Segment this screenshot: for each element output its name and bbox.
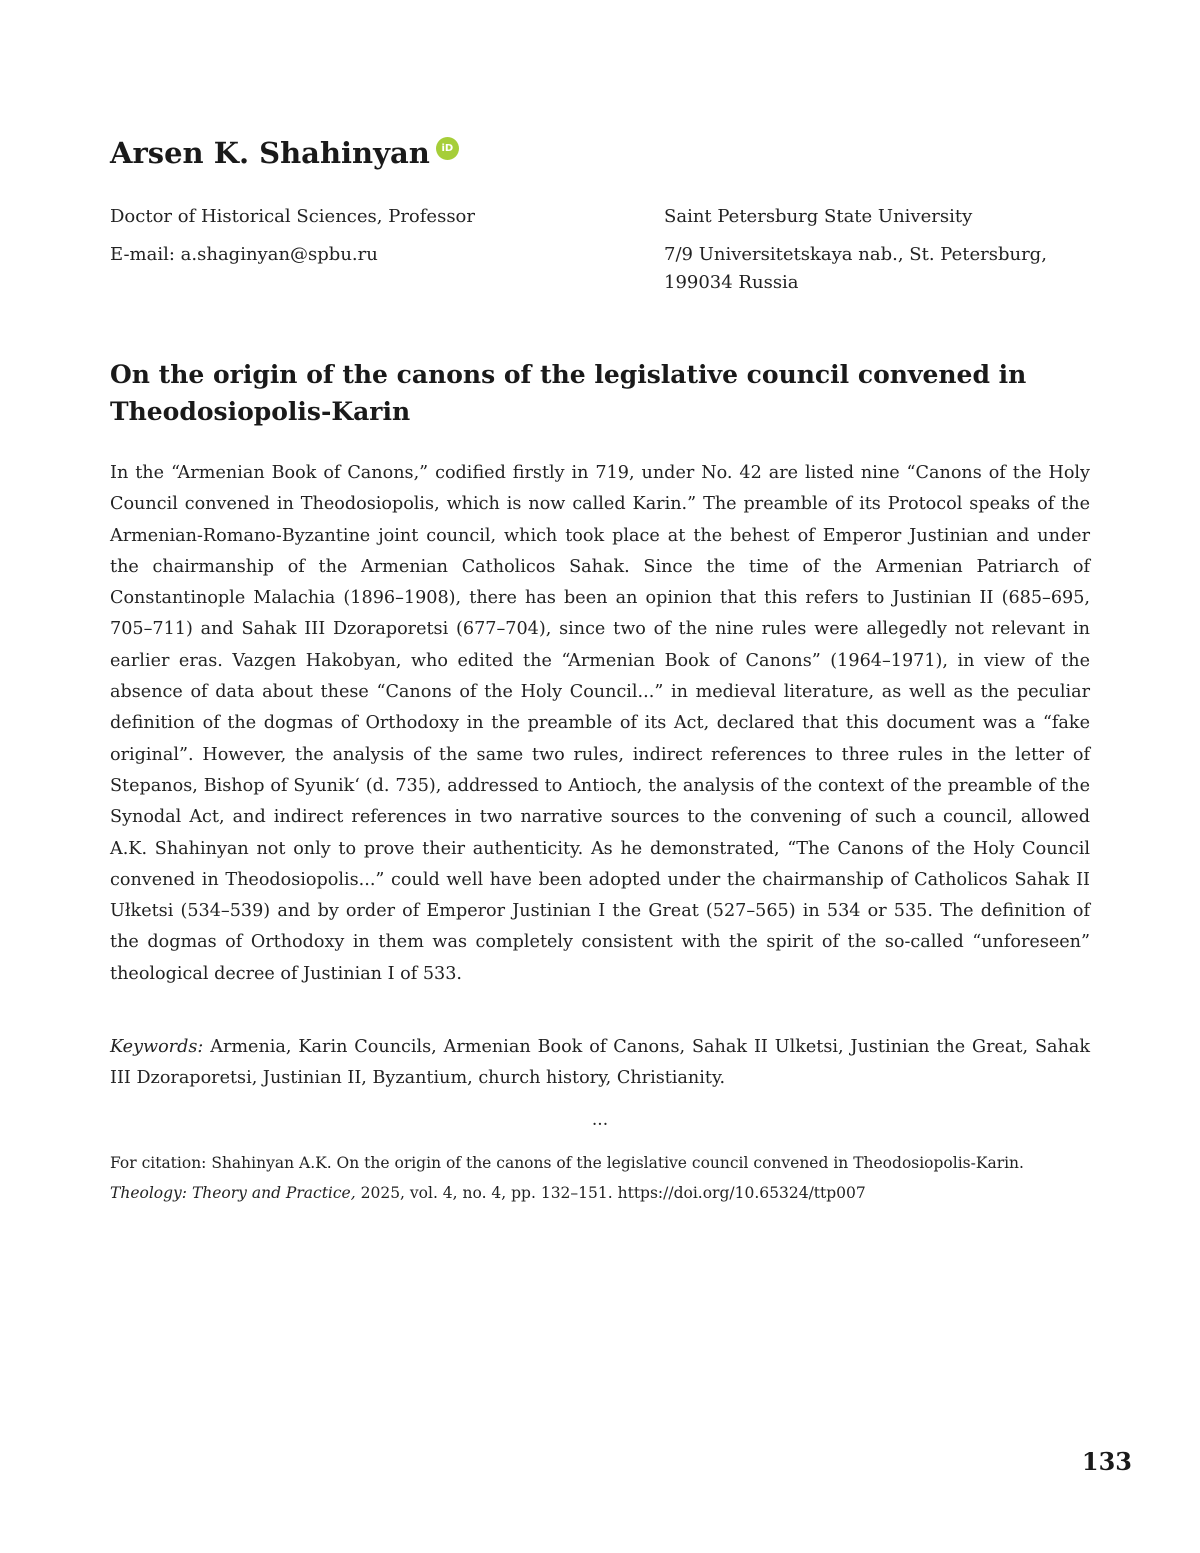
institution-address: [664, 241, 1104, 297]
orcid-icon[interactable]: iD: [436, 137, 459, 160]
abstract-paragraph: In the “Armenian Book of Canons,” codified firstly in 719, under No. 42 are listed nine “Canons of the Holy Council convened in Theodosiopolis, which is now called Karin.” The preamble of its Protocol speaks of the Armenian-Romano-Byzantine joint council, which took place at the behest of Emperor Justinian and under the chairmanship of the Armenian Catholicos Sahak. Since the time of the Armenian Patriarch of Constantinople Malachia (1896–1908), there has been an opinion that this refers to Justinian II (685–695, 705–711) and Sahak III Dzoraporetsi (677–704), since two of the nine rules were allegedly not relevant in earlier eras. Vazgen Hakobyan, who edited the “Armenian Book of Canons” (1964–1971), in view of the absence of data about these “Canons of the Holy Council...” in medieval literature, as well as the peculiar definition of the dogmas of Orthodoxy in the preamble of its Act, declared that this document was a “fake original”. However, the analysis of the same two rules, indirect references to three rules in the letter of Stepanos, Bishop of Syunik‘ (d. 735), addressed to Antioch, the analysis of the context of the preamble of the Synodal Act, and indirect references in two narrative sources to the convening of such a council, allowed A.K. Shahinyan not only to prove their authenticity. As he demonstrated, “The Canons of the Holy Council convened in Theodosiopolis...” could well have been adopted under the chairmanship of Catholicos Sahak II Ułketsi (534–539) and by order of Emperor Justinian I the Great (527–565) in 534 or 535. The definition of the dogmas of Orthodoxy in them was completely consistent with the spirit of the so-called “unforeseen” theological decree of Justinian I of 533.: [110, 463, 1090, 984]
address-line-2: 199034 Russia: [664, 272, 799, 293]
author-heading: [110, 133, 459, 173]
article-title: On the origin of the canons of the legislative council convened in Theodosiopolis-Karin: [110, 360, 1027, 426]
author-credentials: [110, 203, 630, 279]
author-name: Arsen K. Shahinyan: [110, 136, 430, 170]
page-number: 133: [1081, 1447, 1132, 1476]
citation-journal: Theology: Theory and Practice,: [110, 1184, 356, 1202]
author-email[interactable]: E-mail: a.shaginyan@spbu.ru: [110, 244, 378, 265]
author-affiliation: [664, 203, 1104, 307]
institution-name: Saint Petersburg State University: [664, 206, 973, 227]
section-separator: ...: [591, 1110, 609, 1130]
keywords-label: Keywords:: [110, 1037, 204, 1057]
author-degree: Doctor of Historical Sciences, Professor: [110, 206, 475, 227]
citation-prefix: For citation: Shahinyan A.K. On the origin of the canons of the legislative council convened in Theodosiopolis-Karin.: [110, 1154, 1024, 1172]
citation-paragraph: [110, 1148, 1090, 1208]
address-line-1: 7/9 Universitetskaya nab., St. Petersburg,: [664, 244, 1047, 265]
citation-details: 2025, vol. 4, no. 4, pp. 132–151. https://doi.org/10.65324/ttp007: [360, 1184, 866, 1202]
keywords-list: Armenia, Karin Councils, Armenian Book of Canons, Sahak II Ulketsi, Justinian the Great, Sahak III Dzoraporetsi, Justinian II, Byzantium, church history, Christianity.: [110, 1037, 1091, 1089]
keywords-paragraph: [110, 1032, 1090, 1095]
